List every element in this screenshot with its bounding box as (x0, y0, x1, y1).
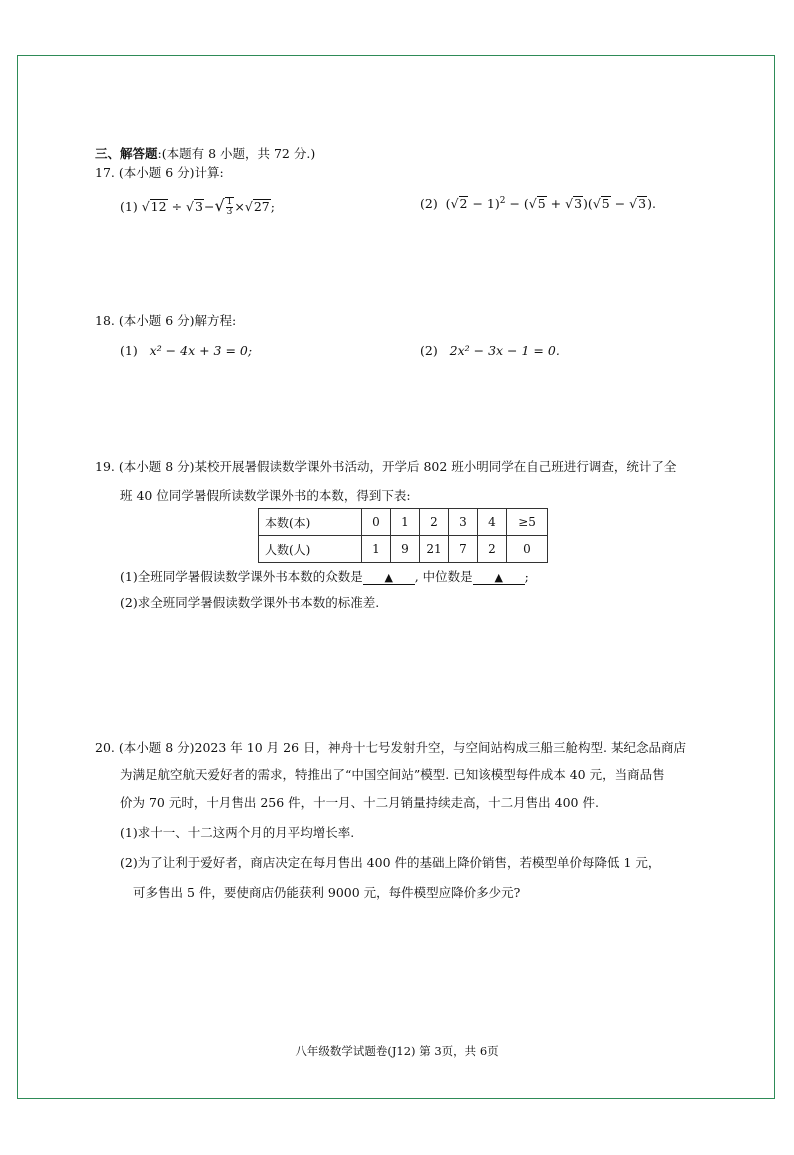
q17-p2-root2: 2 (459, 196, 468, 212)
table-row (259, 509, 548, 536)
table-row (259, 536, 548, 563)
table-cell: 9 (391, 536, 420, 563)
q17-p2-expr-a: ( (445, 196, 451, 212)
q20-part1: (1)求十一、十二这两个月的月平均增长率. (120, 825, 355, 840)
q20-part2-line1: (2)为了让利于爱好者，商店决定在每月售出 400 件的基础上降价销售，若模型单价每降低 1 元， (120, 855, 661, 870)
q17-p2-minus: − (610, 196, 630, 212)
q17-p1-radicand-c: 27 (253, 199, 270, 214)
q17-p1-frac-den: 3 (226, 207, 233, 217)
q19-part1 (120, 569, 529, 585)
table-cell: 0 (507, 536, 548, 563)
q17-p2-expr-b: − 1) (468, 196, 500, 212)
q17-p2-label: (2) (420, 196, 438, 212)
q17-p1-fraction (226, 198, 234, 217)
q20-line1: 20. (本小题 8 分)2023 年 10 月 26 日，神舟十七号发射升空，与空间站构成三船三舱构型. 某纪念品商店 (95, 740, 686, 755)
table-cell: 21 (420, 536, 449, 563)
q17-p1-label: (1) (120, 199, 138, 214)
q17-heading: 17. (本小题 6 分)计算: (95, 165, 224, 180)
q19-p1-text-b: , 中位数是 (414, 569, 473, 584)
q19-line2: 班 40 位同学暑假所读数学课外书的本数，得到下表: (120, 488, 411, 503)
q17-p1-times: × (234, 199, 245, 214)
q17-part2: (2) $(√2 - 1)^2 - (√5 + √3)(√5 - √3)$. (420, 196, 656, 212)
table-row-header: 人数(人) (259, 536, 362, 563)
table-cell: 1 (362, 536, 391, 563)
table-cell: ≥5 (507, 509, 548, 536)
q17-p2-root5a: 5 (537, 196, 546, 212)
q17-p2-root3b: 3 (638, 196, 647, 212)
q17-p1-radicand-b: 3 (195, 199, 203, 214)
q18-part2 (420, 343, 560, 358)
section-heading (95, 146, 315, 161)
q19-part2: (2)求全班同学暑假读数学课外书本数的标准差. (120, 595, 380, 610)
q19-line1: 19. (本小题 8 分)某校开展暑假读数学课外书活动，开学后 802 班小明同学在自己班进行调查，统计了全 (95, 459, 677, 474)
q17-p1-frac-num: 1 (226, 197, 233, 207)
q17-part1: (1) √12 ÷ √3−√ $\frac{1}{3}$ ×√27; (120, 196, 275, 217)
q20-line3: 价为 70 元时，十月售出 256 件，十一月、十二月销量持续走高，十二月售出 400 件. (120, 795, 599, 810)
answer-blank-mode: ▲ (363, 571, 415, 585)
q18-heading: 18. (本小题 6 分)解方程: (95, 313, 237, 328)
table-row-header: 本数(本) (259, 509, 362, 536)
q17-p1-end: ; (270, 199, 275, 214)
q20-part2-line2: 可多售出 5 件，要使商店仍能获利 9000 元，每件模型应降价多少元? (133, 885, 521, 900)
q19-table (258, 508, 548, 563)
table-cell: 2 (478, 536, 507, 563)
table-cell: 4 (478, 509, 507, 536)
q17-p2-expr-c: − ( (505, 196, 529, 212)
page-footer: 八年级数学试题卷(J12) 第 3页，共 6页 (295, 1044, 499, 1058)
section-note: :(本题有 8 小题，共 72 分.) (157, 146, 316, 161)
q18-p1-expr: x² − 4x + 3 = 0; (149, 343, 253, 358)
table-cell: 0 (362, 509, 391, 536)
q17-p1-radicand-a: 12 (150, 199, 167, 214)
q18-part1 (120, 343, 252, 358)
q20-line2: 为满足航空航天爱好者的需求，特推出了“中国空间站”模型. 已知该模型每件成本 40 元，当商品售 (120, 767, 665, 782)
q17-p2-root5b: 5 (601, 196, 610, 212)
q17-p2-plus: + (546, 196, 566, 212)
q17-p1-div: ÷ (171, 199, 183, 214)
answer-blank-median: ▲ (473, 571, 525, 585)
table-cell: 2 (420, 509, 449, 536)
q19-p1-text-a: (1)全班同学暑假读数学课外书本数的众数是 (120, 569, 363, 584)
q19-p1-text-c: ; (524, 569, 529, 584)
table-cell: 1 (391, 509, 420, 536)
q17-p2-end: ). (647, 196, 656, 212)
q18-p1-label: (1) (120, 343, 138, 358)
q17-p2-root3a: 3 (574, 196, 583, 212)
q17-p2-expr-d: )( (583, 196, 593, 212)
q18-p2-label: (2) (420, 343, 438, 358)
q18-p2-expr: 2x² − 3x − 1 = 0. (449, 343, 560, 358)
q17-p1-minus: − (203, 199, 215, 214)
section-title: 三、解答题 (95, 146, 158, 161)
table-cell: 7 (449, 536, 478, 563)
q17-p2-sup: 2 (499, 196, 506, 206)
table-cell: 3 (449, 509, 478, 536)
